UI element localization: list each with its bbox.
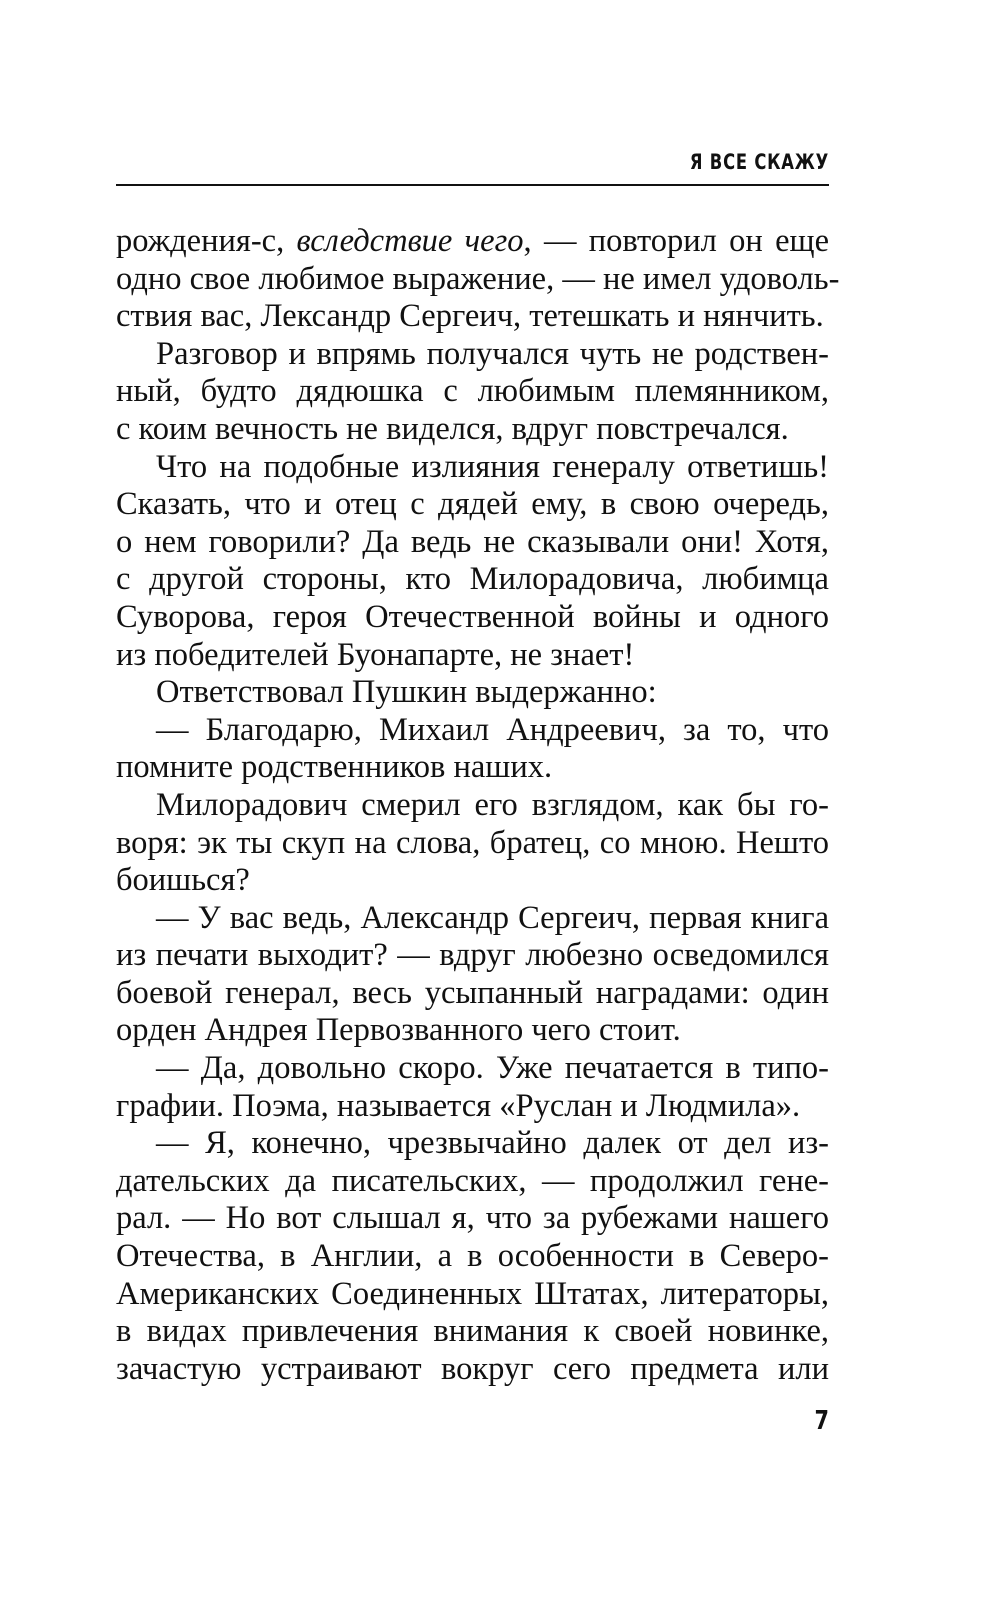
text-line: Отечества, в Англии, а в особенности в Северо- [116,1238,829,1275]
body-text [116,223,840,1388]
header-rule [116,184,829,186]
italic-phrase: вследствие чего [296,223,524,259]
text-line: — Благодарю, Михаил Андреевич, за то, что [156,711,829,748]
text-span: рождения-с, [116,223,297,259]
text-line: Разговор и впрямь получался чуть не родствен- [156,335,829,372]
text-line: дательских да писательских, — продолжил гене- [116,1162,829,1199]
text-line: с другой стороны, кто Милорадовича, любимца [116,561,829,598]
text-line: в видах привлечения внимания к своей новинке, [116,1313,829,1350]
text-line: — Я, конечно, чрезвычайно далек от дел из- [156,1125,829,1162]
text-line: рал. — Но вот слышал я, что за рубежами нашего [116,1200,829,1237]
text-line: — У вас ведь, Александр Сергеич, первая книга [156,899,829,936]
text-line: боишься? [116,862,250,899]
text-line: графии. Поэма, называется «Руслан и Людмила». [116,1087,801,1124]
page-number: 7 [814,1406,829,1436]
text-line: — Да, довольно скоро. Уже печатается в типо- [156,1050,829,1087]
text-line: зачастую устраивают вокруг сего предмета или [116,1350,829,1387]
text-line: Сказать, что и отец с дядей ему, в свою очередь, [116,486,829,523]
text-line: о нем говорили? Да ведь не сказывали они! Хотя, [116,523,829,560]
text-line: боевой генерал, весь усыпанный наградами: один [116,974,829,1011]
text-line: из печати выходит? — вдруг любезно осведомился [116,937,829,974]
text-line: одно свое любимое выражение, — не имел удоволь- [116,260,840,297]
text-line: ствия вас, Лександр Сергеич, тетешкать и нянчить. [116,298,824,335]
running-head: Я ВСЕ СКАЖУ [689,150,829,174]
text-line: ный, будто дядюшка с любимым племянником, [116,373,829,410]
text-line: с коим вечность не виделся, вдруг повстречался. [116,410,789,447]
text-line: Суворова, героя Отечественной войны и одного [116,598,829,635]
text-line: Милорадович смерил его взглядом, как бы го- [156,786,829,823]
text-line: воря: эк ты скуп на слова, братец, со мною. Нешто [116,824,829,861]
text-line: помните родственников наших. [116,749,553,786]
text-line: Что на подобные излияния генералу ответишь! [156,448,829,485]
text-line: Ответствовал Пушкин выдержанно: [156,674,657,711]
text-line: Американских Соединенных Штатах, литераторы, [116,1275,829,1312]
text-line [116,223,829,261]
text-line: орден Андрея Первозванного чего стоит. [116,1012,681,1049]
text-span: , — повторил он еще [523,223,829,259]
text-line: из победителей Буонапарте, не знает! [116,636,635,673]
